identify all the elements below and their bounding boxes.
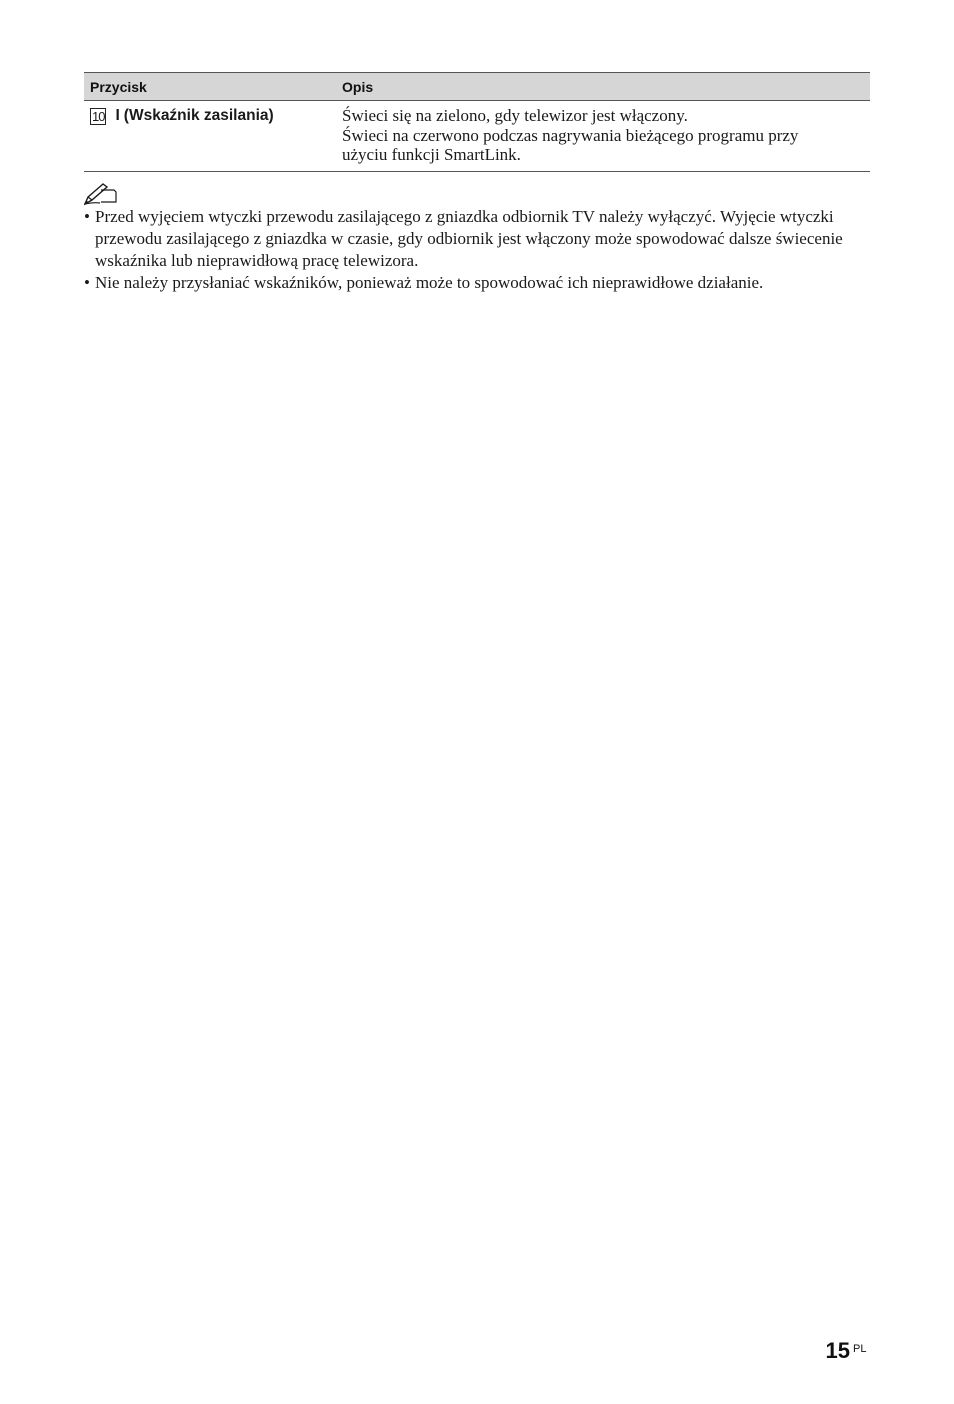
list-item [84, 206, 874, 272]
table-header-button: Przycisk [90, 78, 147, 95]
note-text: Przed wyjęciem wtyczki przewodu zasilającego z gniazdka odbiornik TV należy wyłączyć. Wyjęcie wtyczki przewodu zasilającego z gniazdka w czasie, gdy odbiornik jest włączony może spowodować dalsze świecenie wskaźnika lub nieprawidłową pracę telewizora. [95, 207, 843, 270]
pencil-note-icon [84, 182, 118, 206]
button-name-label: (Wskaźnik zasilania) [123, 107, 274, 124]
power-indicator-symbol: I [115, 107, 120, 124]
bullet-mark: • [84, 207, 90, 226]
description-line: użyciu funkcji SmartLink. [342, 145, 521, 164]
button-description-table [84, 72, 870, 172]
table-header-row [84, 72, 870, 101]
description-line: Świeci na czerwono podczas nagrywania bieżącego programu przy [342, 125, 799, 145]
page-number: 15 [825, 1338, 850, 1363]
notes-list [84, 206, 874, 294]
button-name-cell [84, 106, 336, 165]
description-line: Świeci się na zielono, gdy telewizor jest włączony. [342, 106, 688, 125]
list-item [84, 272, 874, 294]
item-number-badge: 10 [92, 109, 105, 124]
bullet-mark: • [84, 273, 90, 292]
table-row [84, 101, 870, 172]
page-language-code: PL [853, 1343, 867, 1355]
note-text: Nie należy przysłaniać wskaźników, ponieważ może to spowodować ich nieprawidłowe działanie. [95, 273, 764, 292]
table-header-description: Opis [342, 78, 374, 95]
description-cell [336, 106, 870, 165]
